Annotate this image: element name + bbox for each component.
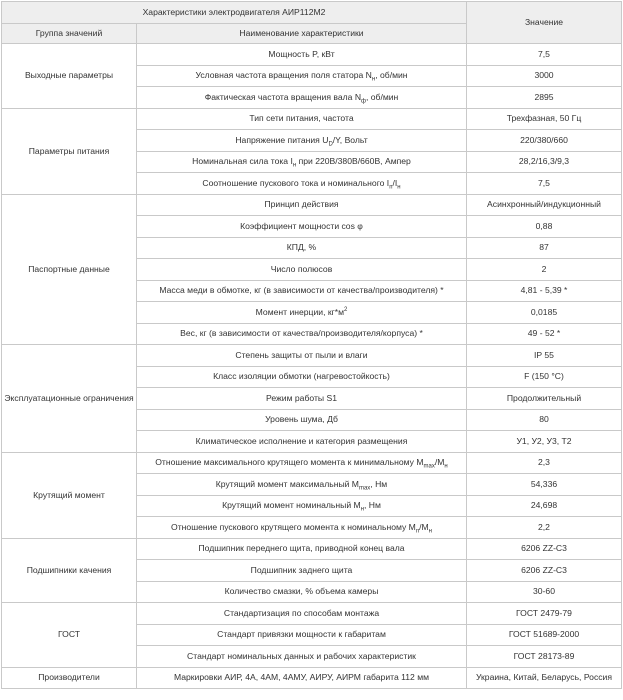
value-cell: Асинхронный/индукционный	[467, 194, 622, 216]
value-cell: 30-60	[467, 581, 622, 603]
label-subscript: н	[371, 76, 376, 83]
name-column-header: Наименование характеристики	[137, 24, 467, 44]
label-text: Коэффициент мощности cos φ	[240, 220, 363, 231]
label-text: Масса меди в обмотке, кг (в зависимости от качества/производителя) *	[159, 285, 444, 296]
value-cell: 0,88	[467, 216, 622, 238]
characteristic-name-cell	[137, 345, 467, 367]
label-text: Соотношение пускового тока и номинального I	[202, 177, 390, 188]
characteristic-name-cell	[137, 194, 467, 216]
label-text: /M	[434, 457, 445, 468]
value-cell: ГОСТ 28173-89	[467, 646, 622, 668]
value-cell: 0,0185	[467, 302, 622, 324]
characteristic-name-cell	[137, 216, 467, 238]
value-cell: 24,698	[467, 495, 622, 517]
value-cell: 2895	[467, 87, 622, 109]
label-text: Стандарт номинальных данных и рабочих характеристик	[187, 650, 416, 661]
group-name-cell: Производители	[2, 667, 137, 689]
value-column-header: Значение	[467, 2, 622, 44]
table-row	[2, 603, 622, 625]
characteristic-name-cell	[137, 173, 467, 195]
label-superscript: 2	[344, 306, 348, 313]
table-row	[2, 538, 622, 560]
value-cell: 6206 ZZ-C3	[467, 538, 622, 560]
value-cell: ГОСТ 51689-2000	[467, 624, 622, 646]
label-text: Стандарт привязки мощности к габаритам	[217, 629, 386, 640]
label-text: Степень защиты от пыли и влаги	[235, 349, 368, 360]
label-text: Подшипник переднего щита, приводной конец вала	[198, 543, 405, 554]
value-cell: Трехфазная, 50 Гц	[467, 108, 622, 130]
group-name-cell: Крутящий момент	[2, 452, 137, 538]
label-text: Напряжение питания U	[235, 134, 329, 145]
group-name-cell: Паспортные данные	[2, 194, 137, 345]
value-cell: 220/380/660	[467, 130, 622, 152]
value-cell: Продолжительный	[467, 388, 622, 410]
label-text: /M	[419, 521, 429, 532]
characteristic-name-cell	[137, 452, 467, 474]
label-text: , об/мин	[365, 91, 399, 102]
group-name-cell: Эксплуатационные ограничения	[2, 345, 137, 453]
label-text: Отношение пускового крутящего момента к номинальному M	[171, 521, 416, 532]
label-subscript: п	[415, 528, 420, 535]
table-title: Характеристики электродвигателя АИР112М2	[2, 2, 467, 24]
characteristic-name-cell	[137, 388, 467, 410]
characteristic-name-cell	[137, 87, 467, 109]
label-subscript: н	[428, 528, 432, 535]
value-cell: 54,336	[467, 474, 622, 496]
group-name-cell: Выходные параметры	[2, 44, 137, 109]
value-cell: ГОСТ 2479-79	[467, 603, 622, 625]
value-cell: 2	[467, 259, 622, 281]
header-row	[2, 2, 622, 24]
label-subscript: max	[358, 485, 371, 492]
table-row	[2, 345, 622, 367]
label-text: Число полюсов	[270, 263, 333, 274]
characteristic-name-cell	[137, 65, 467, 87]
label-text: Мощность P, кВт	[268, 48, 335, 59]
value-cell: 2,3	[467, 452, 622, 474]
characteristic-name-cell	[137, 280, 467, 302]
label-text: , Нм	[370, 478, 388, 489]
label-text: Стандартизация по способам монтажа	[223, 607, 380, 618]
characteristic-name-cell	[137, 108, 467, 130]
table-row	[2, 44, 622, 66]
label-text: Режим работы S1	[266, 392, 337, 403]
label-subscript: н	[292, 162, 297, 169]
table-row	[2, 108, 622, 130]
value-cell: 2,2	[467, 517, 622, 539]
label-subscript: н	[444, 463, 448, 470]
label-text: /I	[392, 177, 398, 188]
value-cell: 6206 ZZ-C3	[467, 560, 622, 582]
label-text: Принцип действия	[264, 199, 339, 210]
label-text: Вес, кг (в зависимости от качества/производителя/корпуса) *	[180, 328, 423, 339]
characteristic-name-cell	[137, 646, 467, 668]
characteristic-name-cell	[137, 560, 467, 582]
value-cell: 49 - 52 *	[467, 323, 622, 345]
group-column-header: Группа значений	[2, 24, 137, 44]
value-cell: 80	[467, 409, 622, 431]
value-cell: 28,2/16,3/9,3	[467, 151, 622, 173]
characteristic-name-cell	[137, 624, 467, 646]
label-text: Условная частота вращения поля статора N	[195, 70, 372, 81]
characteristic-name-cell	[137, 130, 467, 152]
label-subscript: max	[423, 463, 435, 470]
table-body	[2, 44, 622, 689]
characteristic-name-cell	[137, 495, 467, 517]
characteristic-name-cell	[137, 323, 467, 345]
table-row	[2, 194, 622, 216]
label-text: Момент инерции, кг*м	[255, 306, 344, 317]
label-text: , об/мин	[375, 70, 408, 81]
spec-table	[1, 1, 622, 689]
characteristic-name-cell	[137, 366, 467, 388]
label-text: Фактическая частота вращения вала N	[204, 91, 362, 102]
group-name-cell: Подшипники качения	[2, 538, 137, 603]
group-name-cell: ГОСТ	[2, 603, 137, 668]
characteristic-name-cell	[137, 517, 467, 539]
label-text: /Y, Вольт	[332, 134, 368, 145]
label-text: , Нм	[364, 500, 381, 511]
label-text: Отношение максимального крутящего момента к минимальному M	[155, 457, 424, 468]
label-text: Крутящий момент максимальный M	[215, 478, 359, 489]
characteristic-name-cell	[137, 474, 467, 496]
table-row	[2, 667, 622, 689]
label-text: Класс изоляции обмотки (нагревостойкость)	[213, 371, 390, 382]
characteristic-name-cell	[137, 259, 467, 281]
characteristic-name-cell	[137, 44, 467, 66]
label-subscript: н	[360, 506, 365, 513]
label-text: Подшипник заднего щита	[250, 564, 353, 575]
label-text: Тип сети питания, частота	[249, 113, 354, 124]
table-head	[2, 2, 622, 44]
value-cell: IP 55	[467, 345, 622, 367]
value-cell: 7,5	[467, 173, 622, 195]
value-cell: F (150 °C)	[467, 366, 622, 388]
characteristic-name-cell	[137, 409, 467, 431]
label-text: Номинальная сила тока I	[192, 156, 293, 167]
table-row	[2, 452, 622, 474]
characteristic-name-cell	[137, 302, 467, 324]
label-subscript: н	[397, 184, 401, 191]
label-text: Уровень шума, Дб	[265, 414, 338, 425]
value-cell: Украина, Китай, Беларусь, Россия	[467, 667, 622, 689]
characteristic-name-cell	[137, 538, 467, 560]
characteristic-name-cell	[137, 237, 467, 259]
label-text: Крутящий момент номинальный M	[222, 500, 361, 511]
value-cell: 7,5	[467, 44, 622, 66]
label-text: при 220В/380В/660В, Ампер	[296, 156, 411, 167]
characteristic-name-cell	[137, 667, 467, 689]
label-text: КПД, %	[286, 242, 317, 253]
label-subscript: ф	[361, 98, 366, 105]
label-subscript: D	[328, 141, 333, 148]
value-cell: У1, У2, У3, Т2	[467, 431, 622, 453]
label-text: Климатическое исполнение и категория размещения	[195, 435, 408, 446]
characteristic-name-cell	[137, 603, 467, 625]
value-cell: 4,81 - 5,39 *	[467, 280, 622, 302]
characteristic-name-cell	[137, 431, 467, 453]
group-name-cell: Параметры питания	[2, 108, 137, 194]
characteristic-name-cell	[137, 151, 467, 173]
label-subscript: п	[389, 184, 393, 191]
value-cell: 87	[467, 237, 622, 259]
label-text: Количество смазки, % объема камеры	[224, 586, 379, 597]
label-text: Маркировки АИР, 4А, 4АМ, 4АМУ, АИРУ, АИРМ габарита 112 мм	[173, 672, 430, 683]
value-cell: 3000	[467, 65, 622, 87]
characteristic-name-cell	[137, 581, 467, 603]
